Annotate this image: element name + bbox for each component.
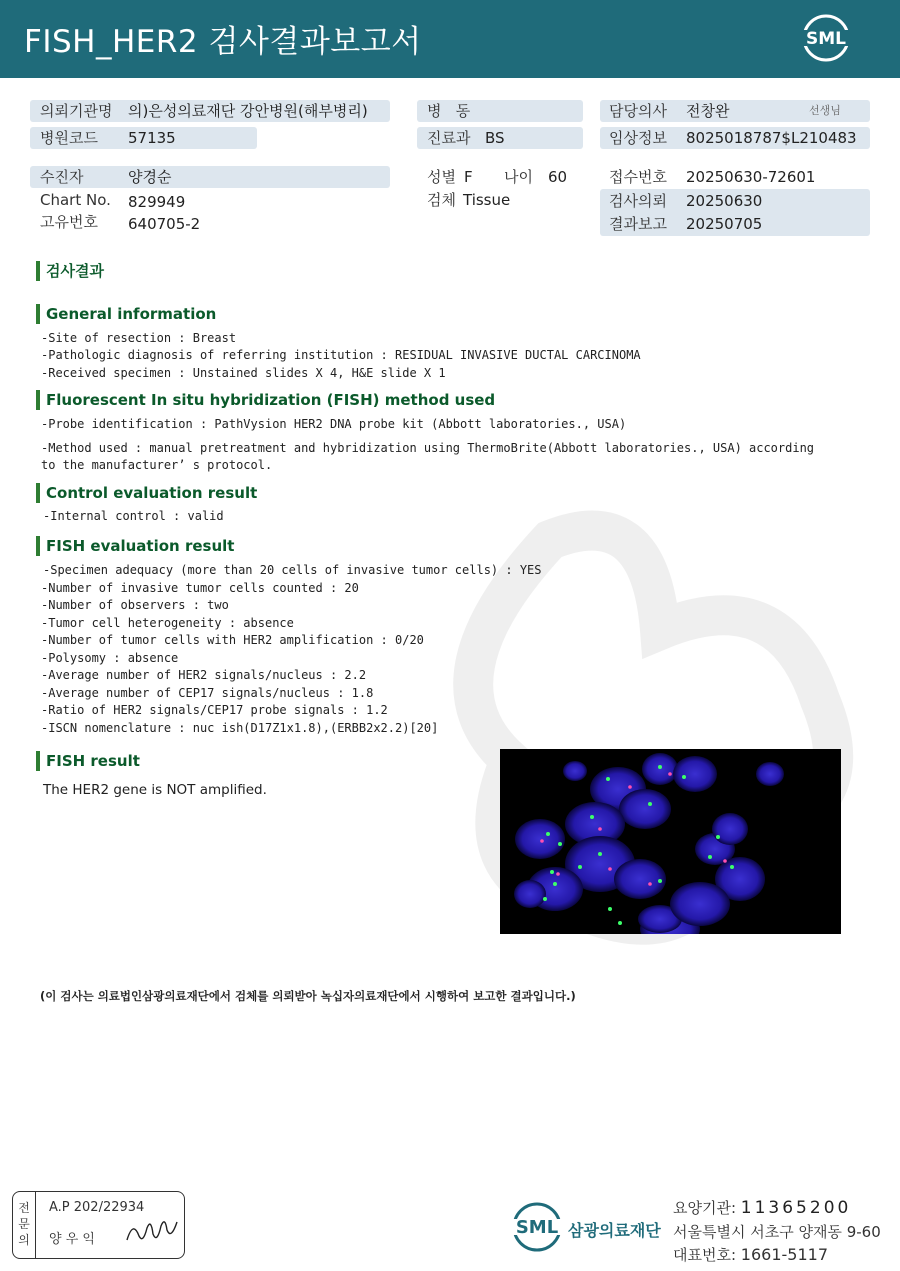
- section-result-heading: FISH result: [36, 751, 140, 771]
- footer-address: 서울특별시 서초구 양재동 9-60: [673, 1223, 881, 1241]
- request-value: 20250630: [686, 192, 763, 210]
- unique-id-label: 고유번호: [40, 213, 98, 231]
- evaluation-line: -Average number of HER2 signals/nucleus : 2.2: [41, 668, 367, 682]
- age-value: 60: [548, 168, 568, 186]
- specimen-value: Tissue: [463, 191, 511, 209]
- evaluation-line: -ISCN nomenclature : nuc ish(D17Z1x1.8),(ERBB2x2.2)[20]: [41, 721, 439, 735]
- clinical-value: 8025018787$L210483: [686, 129, 857, 147]
- patient-name-value: 양경순: [128, 168, 172, 186]
- section-method-heading: Fluorescent In situ hybridization (FISH) method used: [36, 390, 495, 410]
- evaluation-line: -Ratio of HER2 signals/CEP17 probe signals : 1.2: [41, 703, 388, 717]
- footer-phone-row: [673, 1244, 828, 1265]
- sml-logo-icon: [800, 12, 852, 64]
- footer-code-label: 요양기관:: [673, 1199, 737, 1217]
- ward-label: 병 동: [427, 102, 471, 120]
- patient-name-bar: [30, 166, 390, 188]
- report-header: [0, 0, 900, 78]
- general-line: -Pathologic diagnosis of referring institution : RESIDUAL INVASIVE DUCTAL CARCINOMA: [41, 348, 641, 362]
- footer-code-value: 11365200: [740, 1198, 852, 1218]
- general-line: -Site of resection : Breast: [41, 331, 237, 345]
- specimen-label: 검체: [427, 191, 456, 209]
- evaluation-line: -Number of tumor cells with HER2 amplification : 0/20: [41, 633, 424, 647]
- fish-result-text: The HER2 gene is NOT amplified.: [43, 782, 267, 798]
- doctor-value: 전창완: [686, 102, 730, 120]
- svg-text:SML: SML: [806, 29, 846, 49]
- pathologist-stamp: [12, 1191, 185, 1259]
- hospital-code-value: 57135: [128, 129, 176, 147]
- stamp-ap-number: A.P 202/22934: [49, 1200, 145, 1215]
- sex-value: F: [464, 168, 473, 186]
- hospital-code-label: 병원코드: [40, 129, 98, 147]
- age-label: 나이: [504, 168, 533, 186]
- report-title: FISH_HER2 검사결과보고서: [24, 24, 422, 60]
- dept-value: BS: [485, 129, 505, 147]
- referral-note: (이 검사는 의료법인삼광의료재단에서 검체를 의뢰받아 녹십자의료재단에서 시행하여 보고한 결과입니다.): [40, 989, 576, 1003]
- doctor-suffix: 선생님: [809, 104, 841, 117]
- dept-label: 진료과: [427, 129, 471, 147]
- stamp-side-char: 문: [18, 1217, 30, 1231]
- footer-phone-value: 1661-5117: [740, 1245, 829, 1264]
- stamp-side-char: 의: [18, 1233, 30, 1247]
- receipt-value: 20250630-72601: [686, 168, 816, 186]
- clinical-label: 임상정보: [609, 129, 667, 147]
- evaluation-line: -Polysomy : absence: [41, 651, 179, 665]
- method-line: -Method used : manual pretreatment and hybridization using ThermoBrite(Abbott laboratories., USA) according: [41, 441, 815, 455]
- evaluation-line: -Average number of CEP17 signals/nucleus : 1.8: [41, 686, 374, 700]
- footer-phone-label: 대표번호:: [673, 1246, 737, 1264]
- receipt-label: 접수번호: [609, 168, 667, 186]
- section-control-heading: Control evaluation result: [36, 483, 257, 503]
- fish-micrograph-image: [500, 749, 841, 934]
- stamp-side-label: [13, 1192, 36, 1258]
- request-label: 검사의뢰: [609, 192, 667, 210]
- evaluation-line: -Number of invasive tumor cells counted : 20: [41, 581, 359, 595]
- method-line: to the manufacturer’ s protocol.: [41, 458, 273, 472]
- institution-label: 의뢰기관명: [40, 102, 113, 120]
- unique-id-value: 640705-2: [128, 215, 201, 233]
- method-line: -Probe identification : PathVysion HER2 DNA probe kit (Abbott laboratories., USA): [41, 417, 627, 431]
- sex-label: 성별: [427, 168, 456, 186]
- section-results-heading: 검사결과: [36, 261, 104, 281]
- footer-sml-logo-icon: [510, 1200, 564, 1254]
- footer-org-name: 삼광의료재단: [568, 1221, 661, 1240]
- general-line: -Received specimen : Unstained slides X 4, H&E slide X 1: [41, 366, 446, 380]
- chart-no-value: 829949: [128, 193, 186, 211]
- evaluation-line: -Tumor cell heterogeneity : absence: [41, 616, 294, 630]
- stamp-side-char: 전: [18, 1201, 30, 1215]
- stamp-pathologist-name: 양 우 익: [49, 1232, 95, 1247]
- patient-name-label: 수진자: [40, 168, 84, 186]
- evaluation-line: -Number of observers : two: [41, 598, 229, 612]
- doctor-label: 담당의사: [609, 102, 667, 120]
- report-date-value: 20250705: [686, 215, 763, 233]
- section-evaluation-heading: FISH evaluation result: [36, 536, 234, 556]
- control-line: -Internal control : valid: [43, 509, 224, 523]
- institution-value: 의)은성의료재단 강안병원(해부병리): [128, 102, 368, 120]
- footer-code-row: [673, 1197, 851, 1218]
- report-date-label: 결과보고: [609, 215, 667, 233]
- section-general-heading: General information: [36, 304, 216, 324]
- evaluation-line: -Specimen adequacy (more than 20 cells of invasive tumor cells) : YES: [43, 563, 542, 577]
- svg-text:SML: SML: [515, 1217, 559, 1238]
- chart-no-label: Chart No.: [40, 191, 111, 209]
- signature-icon: [123, 1210, 183, 1250]
